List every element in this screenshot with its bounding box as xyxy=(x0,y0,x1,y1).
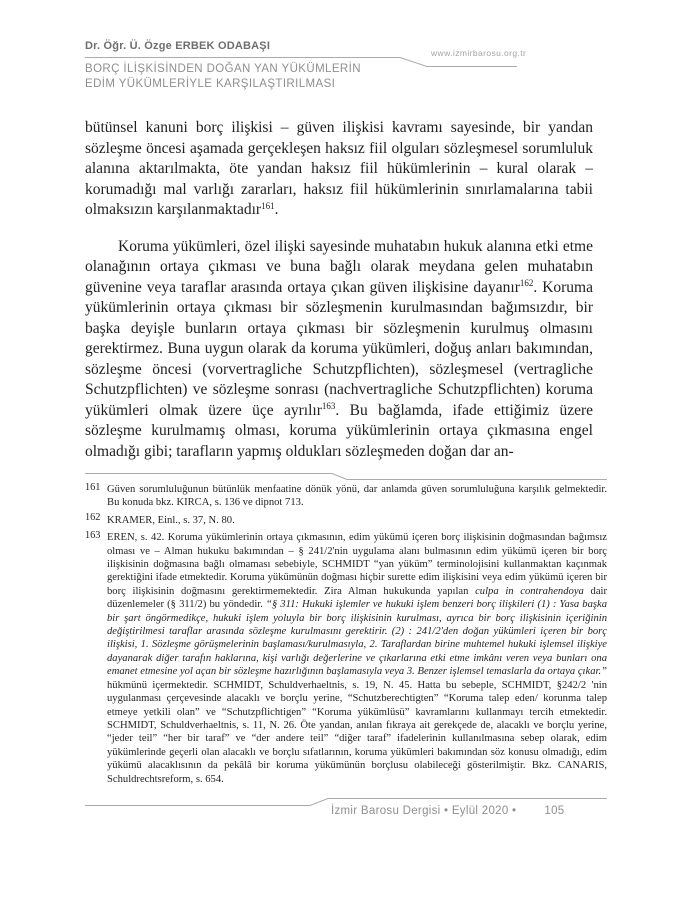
author-name: Dr. Öğr. Ü. Özge ERBEK ODABAŞI xyxy=(85,40,271,52)
footnote-text: EREN, s. 42. Koruma yükümlerinin ortaya çıkmasının, edim yükümü içeren borç ilişkisinin doğmasından bağımsız olması ve – Alman hukuku bakımından – § 241/2'nin uygulama alanı bulmasının edim yükümü içeren bir borç ilişkisinin doğmasına bağlı olmaması sebebiyle, SCHMIDT “yan yüküm” terminolojisini kullanmaktan kaçınmak gerektiğini ifade etmektedir. Koruma yükümünün doğması hiçbir surette edim ilişkisini veya edim yükümü içeren bir borç ilişkisinin doğmasını gerektirmemektedir. Zira Alman hukukunda yapılan culpa in contrahendoya dair düzenlemeler (§ 311/2) bu yöndedir. “§ 311: Hukuki işlemler ve hukuki işlem benzeri borç ilişkileri (1) : Yasa başka bir şart öngörmedikçe, hukuki işlem yoluyla bir borç ilişkisinin kurulması, ayrıca bir borç ilişkisinin içeriğinin değiştirilmesi taraflar arasında sözleşme kurulmasını gerektirir. (2) : 241/2'den doğan yükümleri içeren bir borç ilişkisi, 1. Sözleşme görüşmelerinin başlaması/kurulmasıyla, 2. Taraflardan birine muhtemel hukuki işlemsel ilişkiye dayanarak diğer tarafın haklarına, kişi varlığı değerlerine ve çıkarlarına etki etme imkânı veren veya bunları ona emanet etmesine yol açan bir sözleşme hazırlığının başlamasıyla veya 3. Benzer işlemsel temaslarla da ortaya çıkar.” hükmünü içermektedir. SCHMIDT, Schuldverhaeltnis, s. 19, N. 45. Hatta bu sebeple, SCHMIDT, §242/2 'nin uygulanması çerçevesinde alacaklı ve borçlu yerine, “Schutzberechtigten” “Koruma talep eden/ korunma talep etmeye yetkili olan” ve “Schutzpflichtigen” “Koruma yükümlüsü” kavramlarını kullanmayı tercih etmektedir. SCHMIDT, Schuldverhaeltnis, s. 11, N. 26. Öte yandan, anılan fıkraya ait gerekçede de, alacaklı ve borçlu yerine, “jeder teil” “her bir taraf” ve “der andere teil” “diğer taraf” ifadelerinin kullanılmasına sebep olarak, edim yükümlerinde geçerli olan alacaklı ve borçlu sıfatlarının, koruma yükümleri bakımından söz konusu olmadığı, edim yükümü alacaklısının da pekâlâ bir koruma yükümünün borçlusu olabileceği gösterilmiştir. Bkz. CANARIS, Schuldrechtsreform, s. 654. xyxy=(107,532,607,785)
paragraph: bütünsel kanuni borç ilişkisi – güven ilişkisi kavramı sayesinde, bir yandan sözleşme öncesi aşamada gerçekleşen haksız fiil olguları sözleşmesel sorumluluk alanına aktarılmakta, öte yandan haksız fiil hükümlerinin – kural olarak – korumadığı mal varlığı zararları, haksız fiil hükümlerinin sınırlamalarına tabii olmaksızın karşılanmaktadır$^{161}$. xyxy=(85,119,593,218)
article-title-line2: EDİM YÜKÜMLERİYLE KARŞILAŞTIRILMASI xyxy=(85,77,336,90)
footnote-text: KRAMER, Einl., s. 37, N. 80. xyxy=(107,514,235,526)
footnote-number: 162 xyxy=(85,512,101,524)
article-title xyxy=(85,62,361,91)
footnote-163 xyxy=(85,531,607,786)
footnote-separator-rule xyxy=(85,471,607,481)
footnote-number: 161 xyxy=(85,483,101,493)
article-title-line1: BORÇ İLİŞKİSİNDEN DOĞAN YAN YÜKÜMLERİN xyxy=(85,63,361,75)
footnote-number: 163 xyxy=(85,529,101,541)
journal-name-date: İzmir Barosu Dergisi • Eylül 2020 • xyxy=(331,805,517,817)
footnote-161 xyxy=(85,483,607,510)
website-url: www.izmirbarosu.org.tr xyxy=(431,48,527,58)
page-footer xyxy=(331,805,564,817)
footnotes-block xyxy=(85,483,607,797)
footnote-text: Güven sorumluluğunun bütünlük menfaatine dönük yönü, dar anlamda güven sorumluluğuna karşılık gelmektedir. Bu konuda bkz. KIRCA, s. 136 ve dipnot 713. xyxy=(107,484,607,509)
footnote-162 xyxy=(85,514,607,527)
page-number: 105 xyxy=(544,805,565,817)
body-text xyxy=(85,118,593,472)
paragraph: Koruma yükümleri, özel ilişki sayesinde muhatabın hukuk alanına etki etme olanağının ortaya çıkması ve buna bağlı olarak meydana gelen muhatabın güvenine veya taraflar arasında ortaya çıkan güven ilişkisine dayanır$^{162}$. Koruma yükümlerinin ortaya çıkması bir sözleşmenin kurulmasından bağımsızdır, bir başka deyişle bunların ortaya çıkması bir sözleşmenin kurulmuş olmasını gerektirmez. Buna uygun olarak da koruma yükümleri, doğuş anları bakımından, sözleşme öncesi (vorvertragliche Schutzpflichten), sözleşmesel (vertragliche Schutzpflichten) ve sözleşme sonrası (nachvertragliche Schutzpflichten) koruma yükümleri olmak üzere üçe ayrılır$^{163}$. Bu bağlamda, ifade ettiğimiz üzere sözleşme kurulmamış olması, koruma yükümlerinin ortaya çıkmasına engel olmadığı gibi; tarafların yapmış oldukları sözleşmeden doğan dar an- xyxy=(85,237,593,460)
